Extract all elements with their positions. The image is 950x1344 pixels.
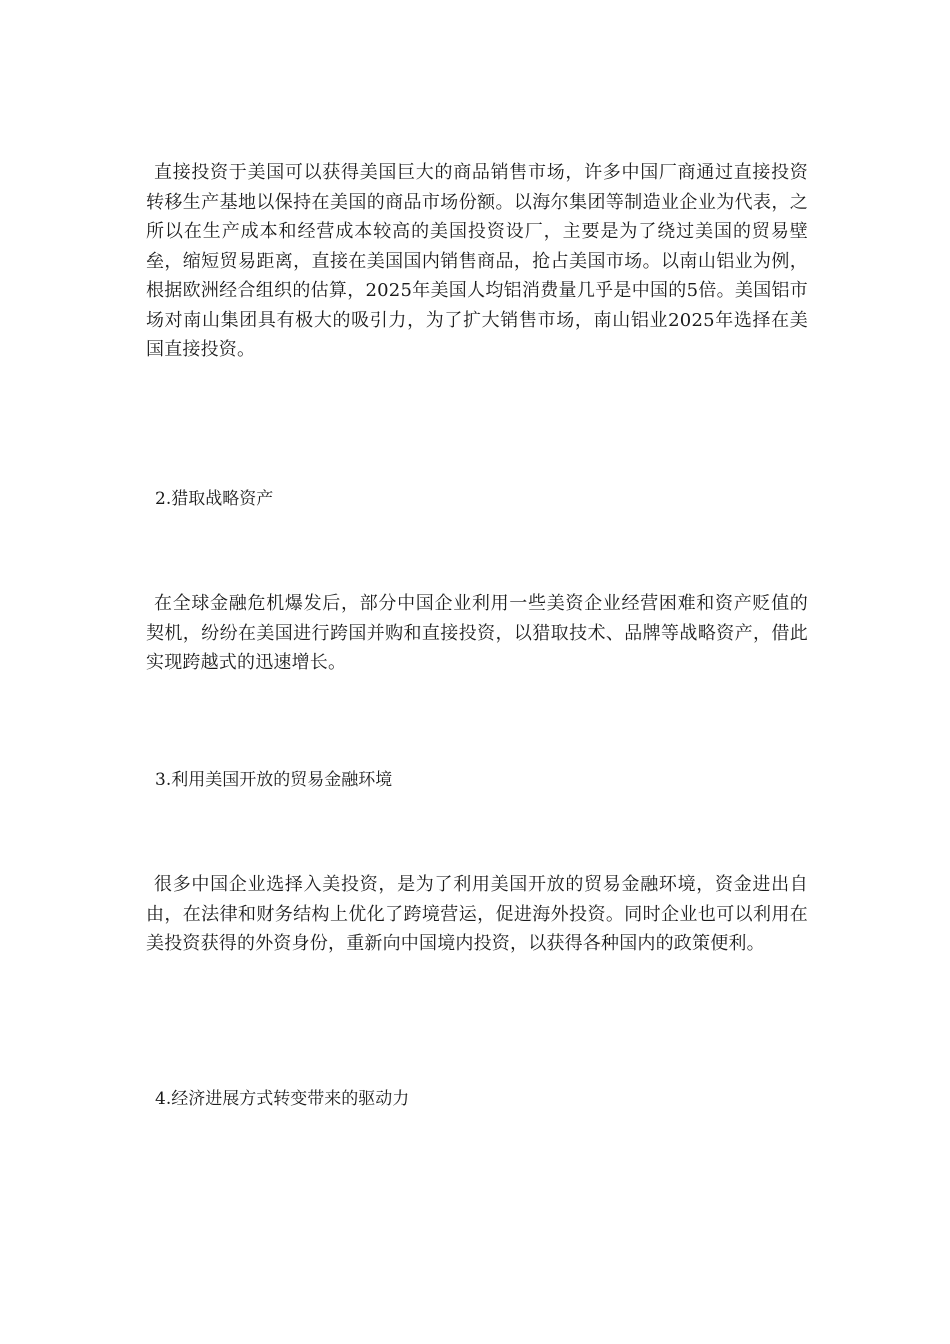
section-heading-strategic-assets: 2.猎取战略资产 bbox=[155, 489, 274, 509]
section-heading-development-drive: 4.经济进展方式转变带来的驱动力 bbox=[155, 1089, 410, 1109]
body-paragraph-strategic-assets: 在全球金融危机爆发后，部分中国企业利用一些美资企业经营困难和资产贬值的契机，纷纷在美国进行跨国并购和直接投资，以猎取技术、品牌等战略资产，借此实现跨越式的迅速增长。 bbox=[146, 593, 808, 673]
section-heading-open-environment: 3.利用美国开放的贸易金融环境 bbox=[155, 770, 393, 790]
body-paragraph-open-environment: 很多中国企业选择入美投资，是为了利用美国开放的贸易金融环境，资金进出自由，在法律和财务结构上优化了跨境营运，促进海外投资。同时企业也可以利用在美投资获得的外资身份，重新向中国境内投资，以获得各种国内的政策便利。 bbox=[146, 874, 808, 954]
body-paragraph-market-access: 直接投资于美国可以获得美国巨大的商品销售市场，许多中国厂商通过直接投资转移生产基地以保持在美国的商品市场份额。以海尔集团等制造业企业为代表，之所以在生产成本和经营成本较高的美国投资设厂，主要是为了绕过美国的贸易壁垒，缩短贸易距离，直接在美国国内销售商品，抢占美国市场。以南山铝业为例，根据欧洲经合组织的估算，2025年美国人均铝消费量几乎是中国的5倍。美国铝市场对南山集团具有极大的吸引力，为了扩大销售市场，南山铝业2025年选择在美国直接投资。 bbox=[146, 162, 808, 360]
